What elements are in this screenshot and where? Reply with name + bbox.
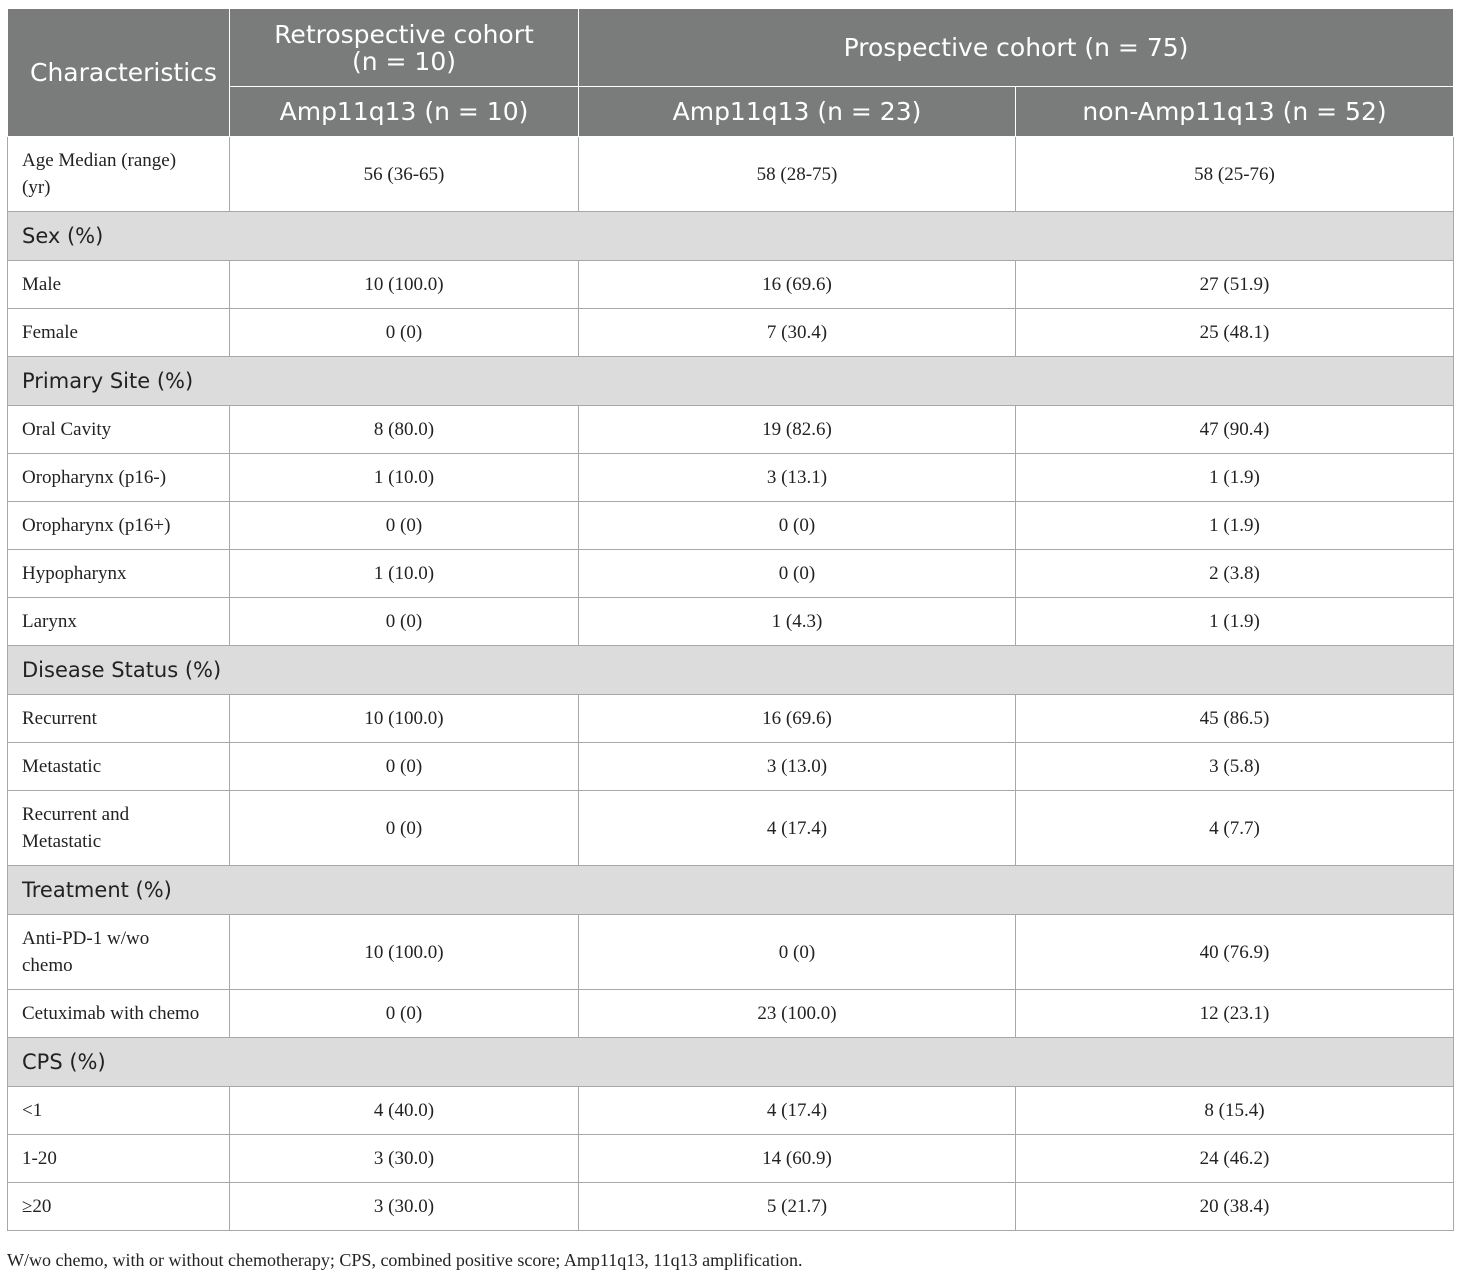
table-row-age [8, 137, 1454, 212]
cell-value: 0 (0) [230, 791, 579, 866]
row-label: Cetuximab with chemo [8, 990, 230, 1038]
row-label: Anti-PD-1 w/wo chemo [8, 915, 230, 990]
cell-value: 7 (30.4) [579, 309, 1016, 357]
cell-value: 1 (10.0) [230, 550, 579, 598]
row-label: Male [8, 261, 230, 309]
cell-value: 2 (3.8) [1016, 550, 1454, 598]
cell-value: 10 (100.0) [230, 261, 579, 309]
cell-value: 58 (28-75) [579, 137, 1016, 212]
table-row-cps-lt1 [8, 1087, 1454, 1135]
row-label: Metastatic [8, 743, 230, 791]
row-label: Oropharynx (p16+) [8, 502, 230, 550]
section-row-cps [8, 1038, 1454, 1087]
characteristics-table-container [7, 8, 1453, 1231]
cell-value: 25 (48.1) [1016, 309, 1454, 357]
section-row-treatment [8, 866, 1454, 915]
cell-value: 16 (69.6) [579, 695, 1016, 743]
row-label: ≥20 [8, 1183, 230, 1231]
cell-value: 1 (1.9) [1016, 502, 1454, 550]
cell-value: 20 (38.4) [1016, 1183, 1454, 1231]
cell-value: 40 (76.9) [1016, 915, 1454, 990]
cell-value: 3 (13.0) [579, 743, 1016, 791]
header-prospective-cohort: Prospective cohort (n = 75) [579, 9, 1454, 87]
table-row-recurrent-and-metastatic [8, 791, 1454, 866]
table-row-male [8, 261, 1454, 309]
cell-value: 19 (82.6) [579, 406, 1016, 454]
table-row-recurrent [8, 695, 1454, 743]
cell-value: 0 (0) [579, 915, 1016, 990]
cell-value: 3 (5.8) [1016, 743, 1454, 791]
table-row-oropharynx-p16-pos [8, 502, 1454, 550]
table-row-female [8, 309, 1454, 357]
cell-value: 0 (0) [230, 990, 579, 1038]
section-row-primary-site [8, 357, 1454, 406]
header-pro-amp11q13: Amp11q13 (n = 23) [579, 87, 1016, 137]
cell-value: 8 (15.4) [1016, 1087, 1454, 1135]
row-label: Female [8, 309, 230, 357]
cell-value: 1 (1.9) [1016, 598, 1454, 646]
table-row-cps-1-20 [8, 1135, 1454, 1183]
section-label: Disease Status (%) [8, 646, 1454, 695]
cell-value: 0 (0) [230, 309, 579, 357]
header-retro-amp11q13: Amp11q13 (n = 10) [230, 87, 579, 137]
cell-value: 10 (100.0) [230, 915, 579, 990]
cell-value: 1 (4.3) [579, 598, 1016, 646]
row-label: Oral Cavity [8, 406, 230, 454]
row-label: Hypopharynx [8, 550, 230, 598]
section-row-sex [8, 212, 1454, 261]
cell-value: 1 (1.9) [1016, 454, 1454, 502]
section-label: Treatment (%) [8, 866, 1454, 915]
row-label: <1 [8, 1087, 230, 1135]
section-label: Primary Site (%) [8, 357, 1454, 406]
cell-value: 1 (10.0) [230, 454, 579, 502]
cell-value: 4 (7.7) [1016, 791, 1454, 866]
cell-value: 3 (30.0) [230, 1135, 579, 1183]
cell-value: 4 (40.0) [230, 1087, 579, 1135]
cell-value: 27 (51.9) [1016, 261, 1454, 309]
row-label: Recurrent [8, 695, 230, 743]
header-characteristics: Characteristics [8, 9, 230, 137]
cell-value: 8 (80.0) [230, 406, 579, 454]
table-footnote: W/wo chemo, with or without chemotherapy; CPS, combined positive score; Amp11q13, 11q13 amplification. [7, 1250, 803, 1270]
section-row-disease-status [8, 646, 1454, 695]
cell-value: 47 (90.4) [1016, 406, 1454, 454]
header-retrospective-cohort: Retrospective cohort (n = 10) [230, 9, 579, 87]
cell-value: 0 (0) [230, 598, 579, 646]
cell-value: 4 (17.4) [579, 1087, 1016, 1135]
cell-value: 5 (21.7) [579, 1183, 1016, 1231]
header-row-top [8, 9, 1454, 87]
cell-value: 10 (100.0) [230, 695, 579, 743]
cell-value: 23 (100.0) [579, 990, 1016, 1038]
table-row-cps-ge20 [8, 1183, 1454, 1231]
cell-value: 45 (86.5) [1016, 695, 1454, 743]
cell-value: 3 (30.0) [230, 1183, 579, 1231]
cell-value: 16 (69.6) [579, 261, 1016, 309]
table-row-oral-cavity [8, 406, 1454, 454]
characteristics-table [7, 8, 1454, 1231]
table-row-larynx [8, 598, 1454, 646]
table-row-oropharynx-p16-neg [8, 454, 1454, 502]
row-label: Age Median (range) (yr) [8, 137, 230, 212]
cell-value: 0 (0) [230, 743, 579, 791]
cell-value: 3 (13.1) [579, 454, 1016, 502]
header-pro-non-amp11q13: non-Amp11q13 (n = 52) [1016, 87, 1454, 137]
row-label: 1-20 [8, 1135, 230, 1183]
table-row-anti-pd1 [8, 915, 1454, 990]
cell-value: 12 (23.1) [1016, 990, 1454, 1038]
cell-value: 56 (36-65) [230, 137, 579, 212]
table-row-hypopharynx [8, 550, 1454, 598]
table-row-cetuximab [8, 990, 1454, 1038]
table-row-metastatic [8, 743, 1454, 791]
section-label: CPS (%) [8, 1038, 1454, 1087]
cell-value: 58 (25-76) [1016, 137, 1454, 212]
row-label: Larynx [8, 598, 230, 646]
row-label: Oropharynx (p16-) [8, 454, 230, 502]
cell-value: 4 (17.4) [579, 791, 1016, 866]
section-label: Sex (%) [8, 212, 1454, 261]
cell-value: 0 (0) [230, 502, 579, 550]
cell-value: 14 (60.9) [579, 1135, 1016, 1183]
row-label: Recurrent and Metastatic [8, 791, 230, 866]
cell-value: 0 (0) [579, 550, 1016, 598]
cell-value: 0 (0) [579, 502, 1016, 550]
cell-value: 24 (46.2) [1016, 1135, 1454, 1183]
